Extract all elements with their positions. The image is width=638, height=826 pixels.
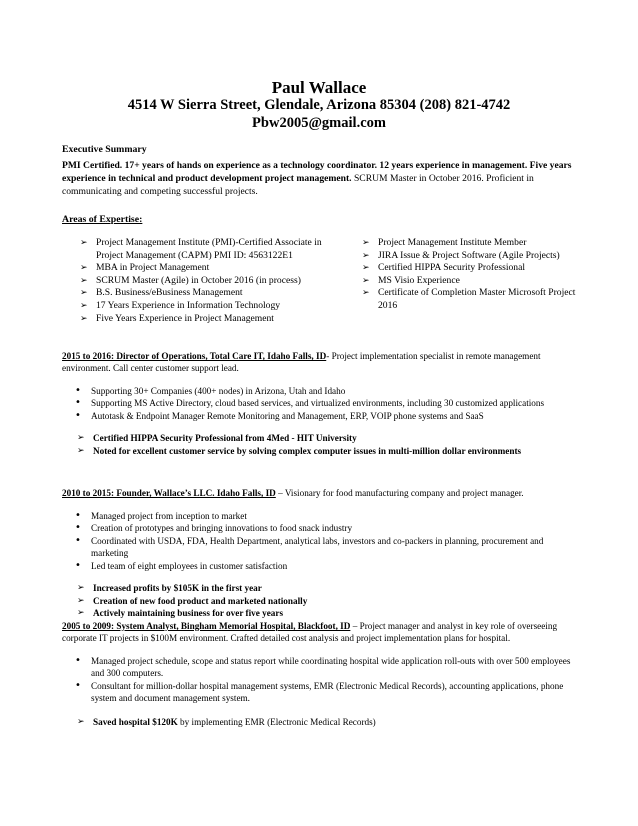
summary-text: SCRUM Master in October 2016. Proficient in communicating and competing successful projects. <box>62 173 534 197</box>
summary-title: Executive Summary <box>62 144 147 155</box>
list-item: • Supporting 30+ Companies (400+ nodes) in Arizona, Utah and Idaho <box>62 385 572 397</box>
expertise-right-column <box>362 237 592 313</box>
job-header <box>62 487 572 499</box>
expertise-item: ➢ MBA in Project Management <box>80 262 342 275</box>
contact-address: 4514 W Sierra Street, Glendale, Arizona 85304 (208) 821-4742 <box>127 97 511 113</box>
candidate-name: Paul Wallace <box>271 78 367 97</box>
list-item: • Creation of prototypes and bringing innovations to food snack industry <box>62 522 572 534</box>
job-description: – Visionary for food manufacturing company and project manager. <box>275 488 524 498</box>
summary-bold-text: PMI Certified. 17+ years of hands on experience as a technology coordinator. 12 years experience in management. Five years experience in technical and product development project management. <box>62 160 572 184</box>
expertise-item: ➢ Certified HIPPA Security Professional <box>362 262 592 275</box>
list-item: • Managed project schedule, scope and status report while coordinating hospital wide application roll-outs with over 500 employees and 300 computers. <box>62 655 572 680</box>
summary-body <box>62 159 572 198</box>
job-header <box>62 350 572 374</box>
expertise-left-column <box>80 237 342 325</box>
expertise-item: ➢ 17 Years Experience in Information Technology <box>80 300 342 313</box>
expertise-title: Areas of Expertise: <box>62 214 143 225</box>
list-item: • Consultant for million-dollar hospital management systems, EMR (Electronic Medical Records), accounting applications, phone system and document management system. <box>62 680 572 705</box>
expertise-item: ➢ Project Management Institute Member <box>362 237 592 250</box>
job-heading: 2005 to 2009: System Analyst, Bingham Memorial Hospital, Blackfoot, ID <box>62 621 351 631</box>
highlight-item: ➢ Creation of new food product and marketed nationally <box>77 595 572 608</box>
expertise-item: ➢ Certificate of Completion Master Microsoft Project 2016 <box>362 287 592 312</box>
highlight-item <box>77 716 572 729</box>
job-description: – Project manager and analyst in key role of overseeing corporate IT projects in $100M environment. Crafted detailed cost analysis and project implementation plans for hospital. <box>62 621 558 643</box>
job-header <box>62 620 572 644</box>
expertise-item: ➢ JIRA Issue & Project Software (Agile Projects) <box>362 250 592 263</box>
list-item: • Coordinated with USDA, FDA, Health Department, analytical labs, investors and co-packers in planning, procurement and marketing <box>62 535 572 560</box>
list-item: • Supporting MS Active Directory, cloud based services, and virtualized environments, including 30 customized applications <box>62 397 572 409</box>
executive-summary <box>62 143 572 198</box>
list-item: • Managed project from inception to market <box>62 510 572 522</box>
expertise-item: ➢ Project Management Institute (PMI)-Certified Associate in Project Management (CAPM) PMI ID: 4563122E1 <box>80 237 342 262</box>
job-wallaces-llc <box>62 487 572 620</box>
list-item: • Led team of eight employees in customer satisfaction <box>62 560 572 572</box>
job-total-care-it <box>62 350 572 457</box>
highlight-bold: Saved hospital $120K <box>93 716 178 727</box>
job-heading: 2010 to 2015: Founder, Wallace’s LLC. Idaho Falls, ID <box>62 488 276 498</box>
contact-email: Pbw2005@gmail.com <box>252 115 386 131</box>
job-bingham-memorial <box>62 620 572 728</box>
highlight-item: ➢ Certified HIPPA Security Professional from 4Med - HIT University <box>77 432 572 445</box>
highlight-rest: by implementing EMR (Electronic Medical Records) <box>177 716 376 727</box>
highlight-item: ➢ Actively maintaining business for over five years <box>77 607 572 620</box>
expertise-section <box>62 213 572 226</box>
list-item: • Autotask & Endpoint Manager Remote Monitoring and Management, ERP, VOIP phone systems and SaaS <box>62 410 572 422</box>
highlight-item: ➢ Increased profits by $105K in the first year <box>77 582 572 595</box>
job-description: - Project implementation specialist in remote management environment. Call center customer support lead. <box>62 351 541 373</box>
highlight-item: ➢ Noted for excellent customer service by solving complex computer issues in multi-million dollar environments <box>77 445 572 458</box>
job-heading: 2015 to 2016: Director of Operations, Total Care IT, Idaho Falls, ID <box>62 351 327 361</box>
expertise-item: ➢ MS Visio Experience <box>362 275 592 288</box>
expertise-item: ➢ Five Years Experience in Project Management <box>80 313 342 326</box>
expertise-item: ➢ SCRUM Master (Agile) in October 2016 (in process) <box>80 275 342 288</box>
expertise-item: ➢ B.S. Business/eBusiness Management <box>80 287 342 300</box>
